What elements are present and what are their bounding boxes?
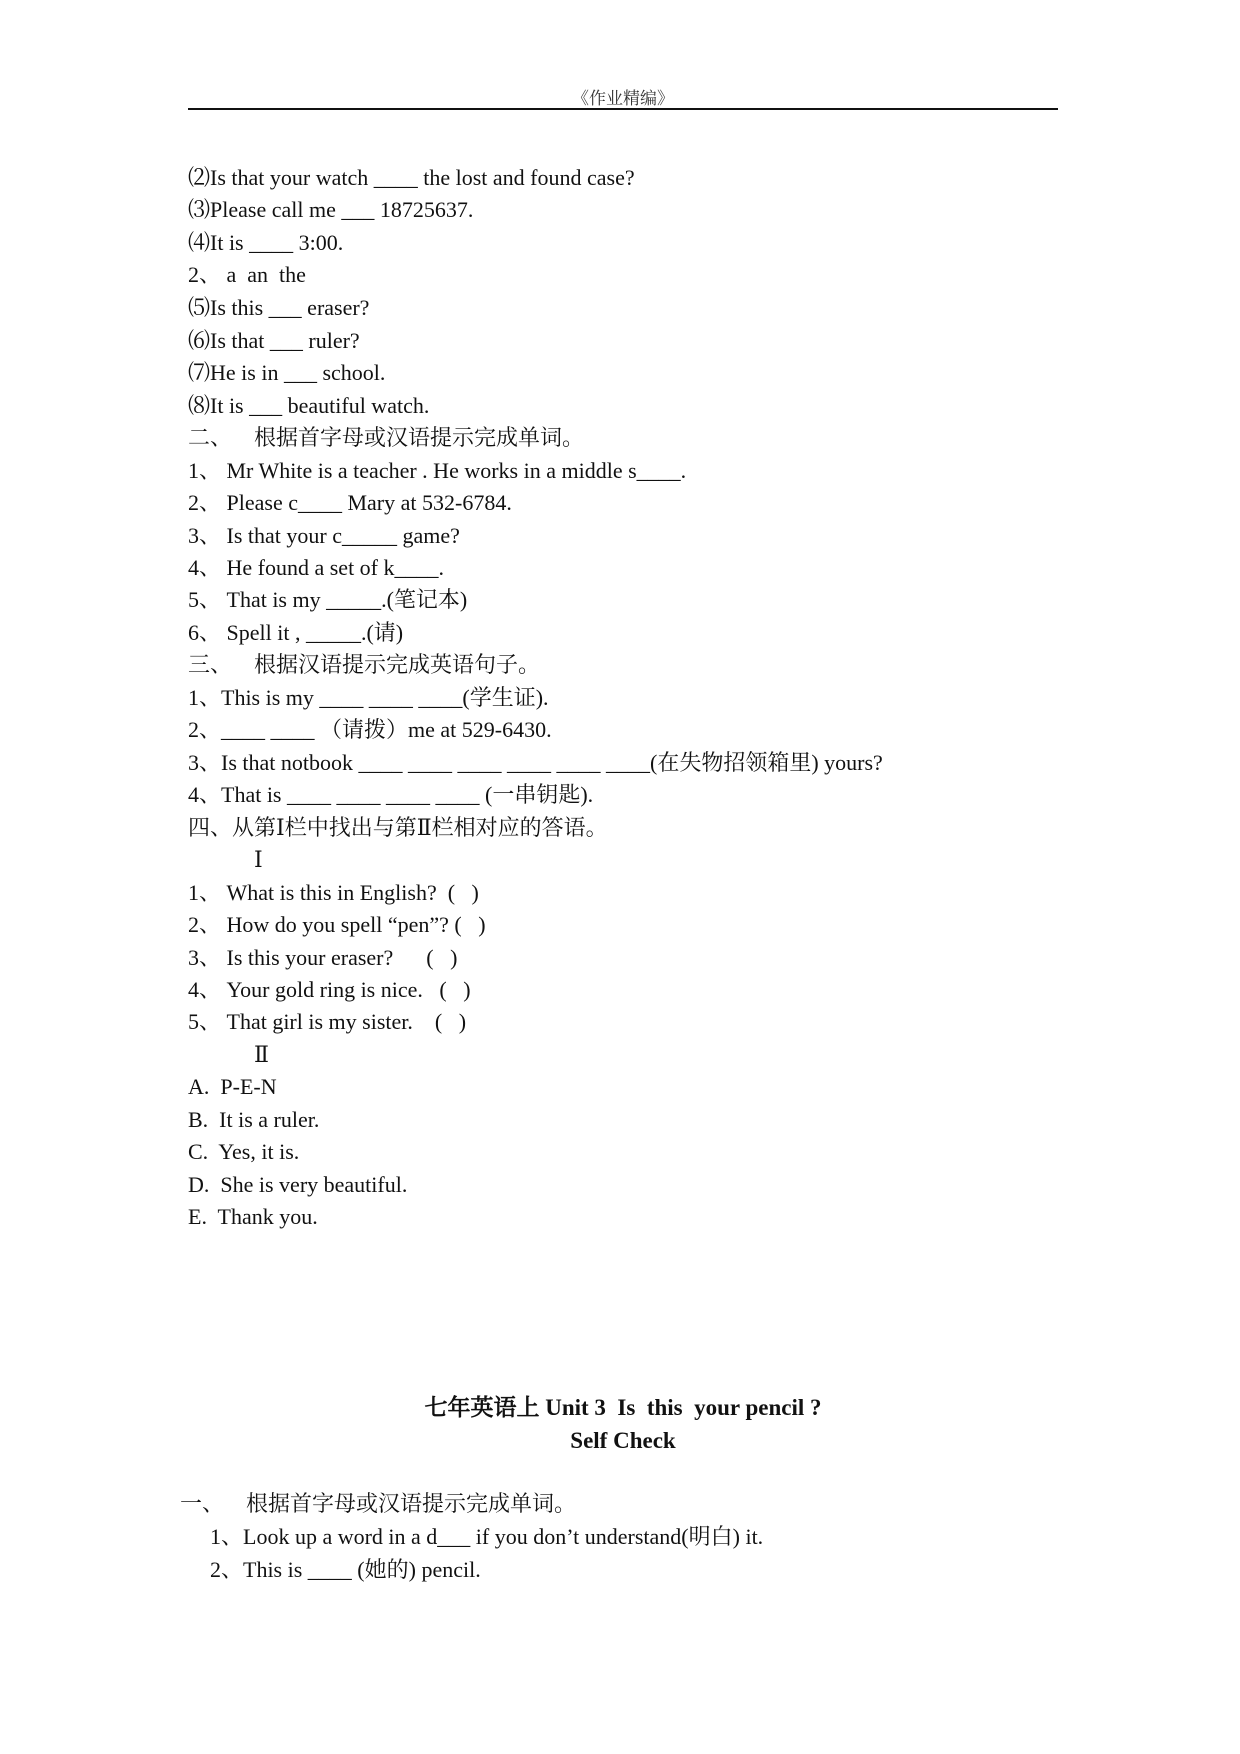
self-check-title: Self Check xyxy=(570,1428,676,1453)
exercise-line: ⑷It is ____ 3:00. xyxy=(188,230,344,255)
page-header: 《作业精编》 xyxy=(572,89,674,108)
exercise-line: Ⅰ xyxy=(188,847,263,872)
exercise-line: 4、 Your gold ring is nice. ( ) xyxy=(188,977,471,1002)
exercise-line: 2、____ ____ （请拨）me at 529-6430. xyxy=(188,717,552,742)
exercise-line: 1、 Mr White is a teacher . He works in a middle s____. xyxy=(188,458,687,483)
exercise-line: ⑺He is in ___ school. xyxy=(188,360,386,385)
exercise-line: 1、 What is this in English? ( ) xyxy=(188,880,479,905)
exercise-line: ⑻It is ___ beautiful watch. xyxy=(188,393,430,418)
exercise-line: B. It is a ruler. xyxy=(188,1107,320,1132)
exercise-line: 2、 a an the xyxy=(188,262,306,287)
exercise-line: 2、 How do you spell “pen”? ( ) xyxy=(188,912,486,937)
exercise-line: 5、 That girl is my sister. ( ) xyxy=(188,1009,467,1034)
exercise-line: E. Thank you. xyxy=(188,1204,318,1229)
exercise-line: 5、 That is my _____.(笔记本) xyxy=(188,587,468,612)
self-check-line: 1、Look up a word in a d___ if you don’t understand(明白) it. xyxy=(188,1524,764,1549)
exercise-line: 三、 根据汉语提示完成英语句子。 xyxy=(188,652,541,677)
exercise-line: ⑸Is this ___ eraser? xyxy=(188,295,370,320)
exercise-line: A. P-E-N xyxy=(188,1074,277,1099)
exercise-line: C. Yes, it is. xyxy=(188,1139,300,1164)
header-rule xyxy=(188,108,1058,110)
self-check-line: 一、 根据首字母或汉语提示完成单词。 xyxy=(180,1491,577,1516)
exercise-line: 4、That is ____ ____ ____ ____ (一串钥匙). xyxy=(188,782,594,807)
exercise-line: 3、 Is this your eraser? ( ) xyxy=(188,945,458,970)
exercise-line: 3、 Is that your c_____ game? xyxy=(188,523,460,548)
exercise-line: D. She is very beautiful. xyxy=(188,1172,408,1197)
exercise-line: 二、 根据首字母或汉语提示完成单词。 xyxy=(188,425,585,450)
exercise-line: ⑶Please call me ___ 18725637. xyxy=(188,197,474,222)
exercise-line: ⑵Is that your watch ____ the lost and found case? xyxy=(188,165,635,190)
exercise-line: 四、从第Ⅰ栏中找出与第Ⅱ栏相对应的答语。 xyxy=(188,815,608,840)
exercise-line: 4、 He found a set of k____. xyxy=(188,555,445,580)
exercise-line: 2、 Please c____ Mary at 532-6784. xyxy=(188,490,512,515)
exercise-line: 3、Is that notbook ____ ____ ____ ____ ____ ____(在失物招领箱里) yours? xyxy=(188,750,883,775)
exercise-line: Ⅱ xyxy=(188,1042,269,1067)
exercise-line: 1、This is my ____ ____ ____(学生证). xyxy=(188,685,549,710)
exercise-line: ⑹Is that ___ ruler? xyxy=(188,328,360,353)
unit-title: 七年英语上 Unit 3 Is this your pencil ? xyxy=(424,1395,822,1420)
exercise-line: 6、 Spell it , _____.(请) xyxy=(188,620,404,645)
self-check-line: 2、This is ____ (她的) pencil. xyxy=(188,1557,481,1582)
